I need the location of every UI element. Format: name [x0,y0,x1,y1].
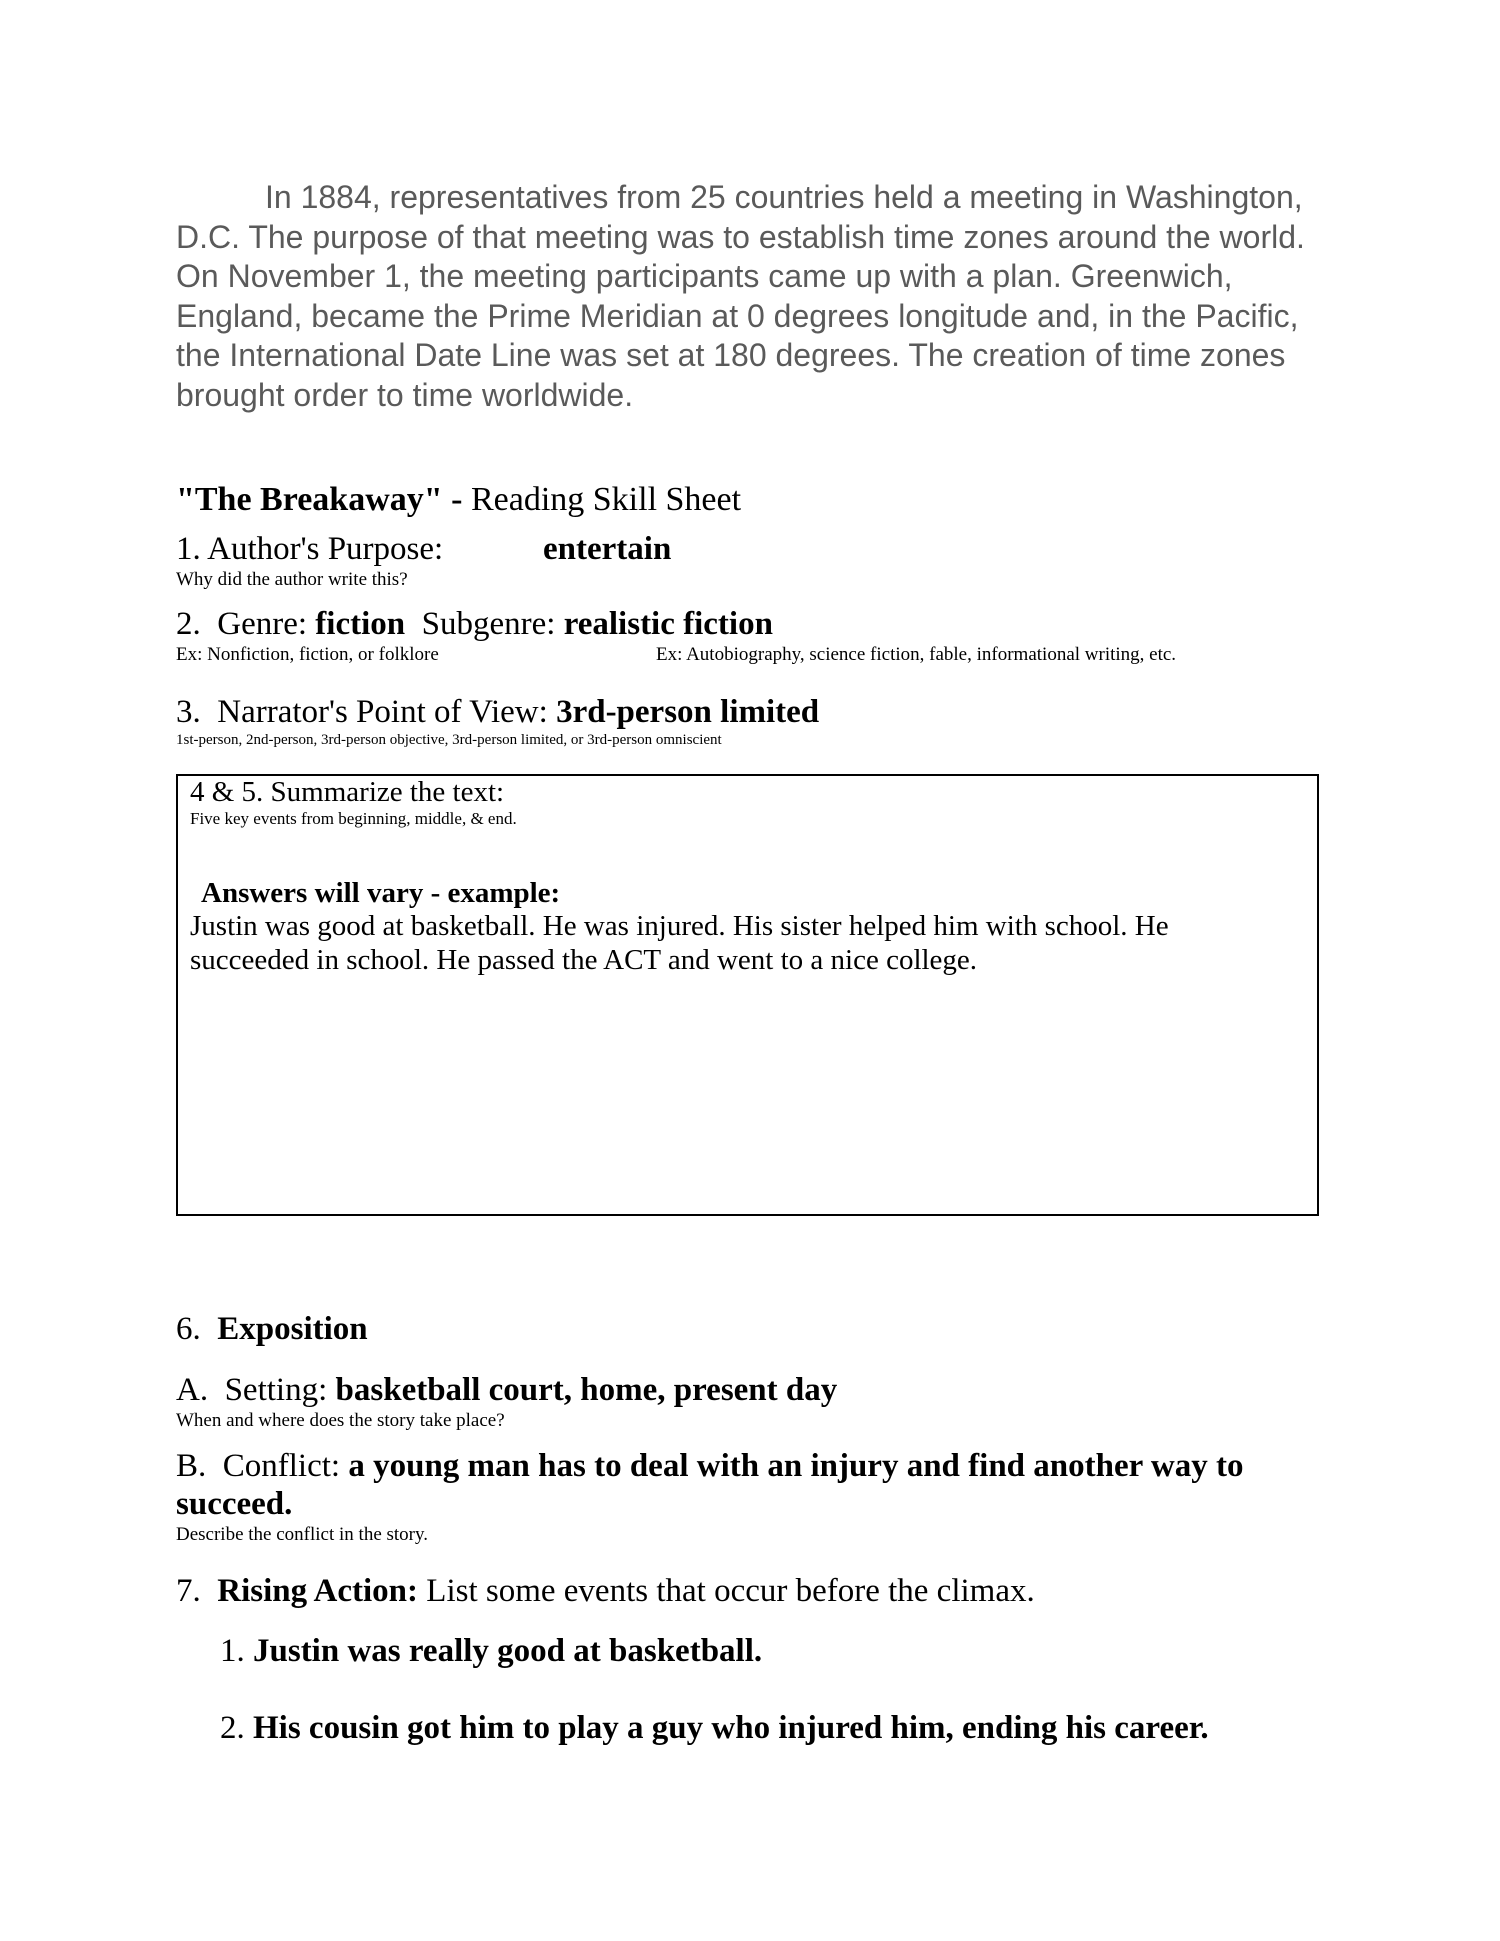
q2-hint-subgenre: Ex: Autobiography, science fiction, fable, informational writing, etc. [656,644,1177,665]
q3-answer: 3rd-person limited [556,694,820,730]
setting-label: A. Setting: [176,1372,336,1408]
rising-item-text: Justin was really good at basketball. [253,1633,763,1669]
q3-hint: 1st-person, 2nd-person, 3rd-person objective, 3rd-person limited, or 3rd-person omniscient [176,732,722,748]
rising-item-text: His cousin got him to play a guy who injured him, ending his career. [253,1710,1209,1746]
q2-label: 2. Genre: [176,606,316,642]
summary-label: 4 & 5. Summarize the text: [190,776,505,808]
rising-item-num: 2. [220,1710,253,1746]
title-rest: Reading Skill Sheet [462,481,742,518]
rising-item [220,1712,1209,1745]
conflict-answer-2: succeed. [176,1486,293,1522]
q1-hint: Why did the author write this? [176,569,408,590]
q2-hint-genre: Ex: Nonfiction, fiction, or folklore [176,644,439,665]
rising-item [220,1635,762,1668]
q6-label: Exposition [217,1311,368,1347]
conflict-label: B. Conflict: [176,1448,349,1484]
summary-example-label: Answers will vary - example: [201,877,561,909]
sheet-title [176,483,741,517]
q1-answer: entertain [543,531,672,567]
q2-line [176,608,773,641]
conflict-answer-1: a young man has to deal with an injury and find another way to [348,1448,1244,1484]
setting-answer: basketball court, home, present day [335,1372,838,1408]
q3-label: 3. Narrator's Point of View: [176,694,557,730]
q7-rest: List some events that occur before the climax. [418,1573,1035,1609]
conflict-hint: Describe the conflict in the story. [176,1524,429,1545]
intro-paragraph: In 1884, representatives from 25 countries held a meeting in Washington, D.C. The purpose of that meeting was to establish time zones around the world. On November 1, the meeting participants came up with a plan. Greenwich, England, became the Prime Meridian at 0 degrees longitude and, in the Pacific, the International Date Line was set at 180 degrees. The creation of time zones brought order to time worldwide. [176,179,1305,413]
q6-heading [176,1313,368,1346]
q1-label: 1. Author's Purpose: [176,531,444,567]
summary-line-1: Justin was good at basketball. He was injured. His sister helped him with school. He [190,910,1169,942]
conflict-line [176,1450,1244,1483]
q7-heading [176,1575,1035,1608]
q3-line [176,696,819,729]
title-bold: "The Breakaway" - [176,481,463,518]
summary-line-2: succeeded in school. He passed the ACT and went to a nice college. [190,944,978,976]
summary-box [176,774,1319,1216]
setting-hint: When and where does the story take place? [176,1410,505,1431]
q2-answer: fiction [315,606,406,642]
q6-num: 6. [176,1311,218,1347]
rising-item-num: 1. [220,1633,253,1669]
q2-sub-label: Subgenre: [405,606,564,642]
summary-hint: Five key events from beginning, middle, & end. [190,809,517,828]
q2-sub-answer: realistic fiction [563,606,773,642]
q7-label: Rising Action: [217,1573,419,1609]
q7-num: 7. [176,1573,218,1609]
setting-line [176,1374,837,1407]
